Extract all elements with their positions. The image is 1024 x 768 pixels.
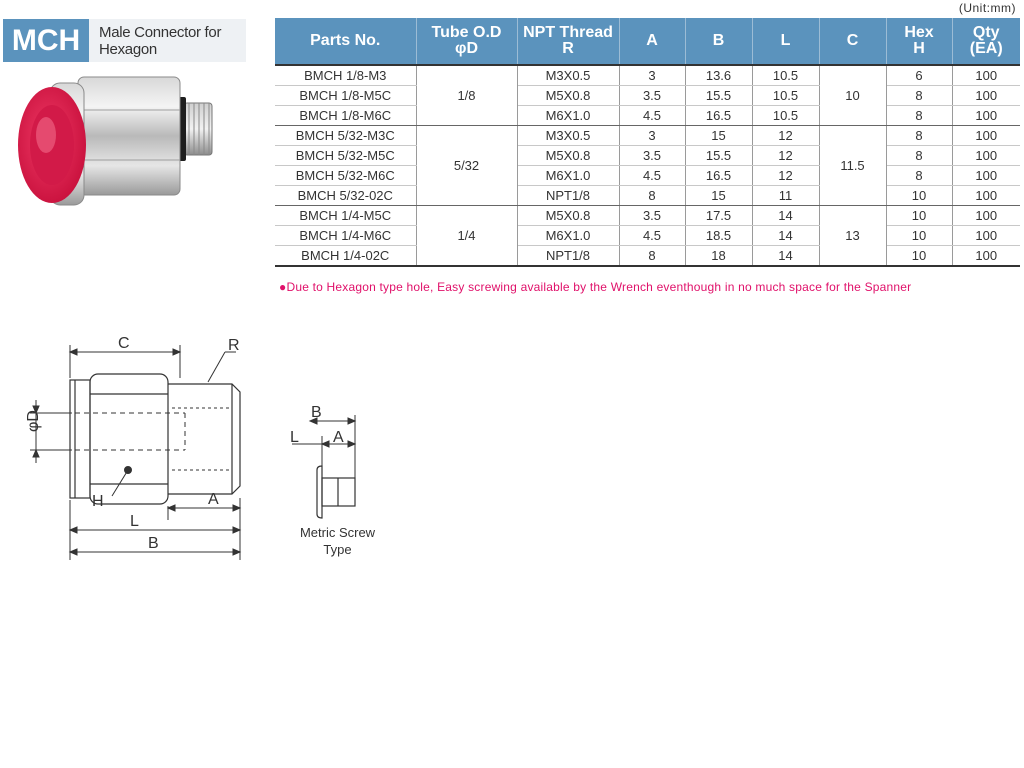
cell-hex: 8	[886, 106, 952, 126]
cell-b: 18	[685, 246, 752, 267]
footnote	[279, 280, 911, 294]
col-c: C	[819, 18, 886, 65]
cell-c: 13	[819, 206, 886, 267]
cell-qty: 100	[952, 86, 1020, 106]
table-row	[275, 206, 1020, 226]
col-a: A	[619, 18, 685, 65]
table-row	[275, 146, 1020, 166]
cell-c: 11.5	[819, 126, 886, 206]
table-row	[275, 106, 1020, 126]
cell-a: 3.5	[619, 146, 685, 166]
cell-part: BMCH 5/32-M3C	[275, 126, 416, 146]
cell-part: BMCH 5/32-M5C	[275, 146, 416, 166]
col-hex: Hex H	[886, 18, 952, 65]
cell-part: BMCH 5/32-02C	[275, 186, 416, 206]
cell-l: 11	[752, 186, 819, 206]
spec-table	[275, 18, 1020, 267]
product-badge	[3, 19, 246, 62]
cell-qty: 100	[952, 226, 1020, 246]
cell-hex: 10	[886, 226, 952, 246]
col-b: B	[685, 18, 752, 65]
cell-part: BMCH 5/32-M6C	[275, 166, 416, 186]
cell-a: 3.5	[619, 206, 685, 226]
cell-a: 3	[619, 65, 685, 86]
product-code: MCH	[3, 19, 89, 62]
cell-qty: 100	[952, 106, 1020, 126]
cell-b: 15.5	[685, 146, 752, 166]
cell-b: 18.5	[685, 226, 752, 246]
table-row	[275, 166, 1020, 186]
product-photo	[8, 65, 244, 225]
cell-a: 3.5	[619, 86, 685, 106]
cell-c: 10	[819, 65, 886, 126]
cell-b: 15.5	[685, 86, 752, 106]
dim-b-label: B	[148, 535, 159, 552]
table-header-row	[275, 18, 1020, 65]
cell-l: 12	[752, 166, 819, 186]
table-row	[275, 246, 1020, 267]
cell-a: 4.5	[619, 166, 685, 186]
col-l: L	[752, 18, 819, 65]
cell-thread: M6X1.0	[517, 106, 619, 126]
col-qty: Qty (EA)	[952, 18, 1020, 65]
dim-r-label: R	[228, 337, 240, 354]
cell-l: 10.5	[752, 106, 819, 126]
cell-l: 10.5	[752, 86, 819, 106]
col-parts-no: Parts No.	[275, 18, 416, 65]
cell-qty: 100	[952, 186, 1020, 206]
cell-a: 4.5	[619, 106, 685, 126]
footnote-text: Due to Hexagon type hole, Easy screwing available by the Wrench eventhough in no much space for the Spanner	[286, 280, 912, 294]
cell-qty: 100	[952, 166, 1020, 186]
cell-thread: M6X1.0	[517, 226, 619, 246]
cell-thread: M5X0.8	[517, 146, 619, 166]
cell-part: BMCH 1/8-M3	[275, 65, 416, 86]
cell-hex: 8	[886, 146, 952, 166]
cell-qty: 100	[952, 206, 1020, 226]
col-npt-thread: NPT Thread R	[517, 18, 619, 65]
cell-hex: 10	[886, 186, 952, 206]
table-row	[275, 226, 1020, 246]
cell-b: 13.6	[685, 65, 752, 86]
unit-label: (Unit:mm)	[958, 1, 1016, 15]
cell-qty: 100	[952, 246, 1020, 267]
cell-l: 14	[752, 206, 819, 226]
cell-qty: 100	[952, 65, 1020, 86]
table-row	[275, 65, 1020, 86]
cell-thread: M3X0.5	[517, 126, 619, 146]
cell-b: 17.5	[685, 206, 752, 226]
table-row	[275, 126, 1020, 146]
cell-b: 15	[685, 126, 752, 146]
table-row	[275, 186, 1020, 206]
cell-a: 4.5	[619, 226, 685, 246]
cell-b: 16.5	[685, 166, 752, 186]
cell-a: 8	[619, 246, 685, 267]
cell-l: 12	[752, 146, 819, 166]
dim-l-label: L	[130, 513, 139, 530]
cell-a: 3	[619, 126, 685, 146]
detail-a-label: A	[333, 429, 344, 446]
cell-tube-od: 5/32	[416, 126, 517, 206]
cell-hex: 8	[886, 126, 952, 146]
cell-part: BMCH 1/8-M5C	[275, 86, 416, 106]
cell-thread: M6X1.0	[517, 166, 619, 186]
cell-hex: 10	[886, 206, 952, 226]
cell-thread: M3X0.5	[517, 65, 619, 86]
cell-thread: M5X0.8	[517, 206, 619, 226]
cell-thread: NPT1/8	[517, 186, 619, 206]
cell-b: 16.5	[685, 106, 752, 126]
cell-part: BMCH 1/8-M6C	[275, 106, 416, 126]
cell-thread: NPT1/8	[517, 246, 619, 267]
dim-c-label: C	[118, 335, 130, 352]
detail-caption: Metric Screw Type	[299, 525, 376, 557]
cell-part: BMCH 1/4-M6C	[275, 226, 416, 246]
cell-l: 14	[752, 226, 819, 246]
cell-l: 10.5	[752, 65, 819, 86]
cell-qty: 100	[952, 146, 1020, 166]
cell-part: BMCH 1/4-02C	[275, 246, 416, 267]
cell-hex: 8	[886, 86, 952, 106]
table-row	[275, 86, 1020, 106]
cell-hex: 6	[886, 65, 952, 86]
cell-hex: 8	[886, 166, 952, 186]
cell-l: 12	[752, 126, 819, 146]
detail-b-label: B	[311, 404, 322, 421]
col-tube-od: Tube O.D φD	[416, 18, 517, 65]
cell-part: BMCH 1/4-M5C	[275, 206, 416, 226]
cell-thread: M5X0.8	[517, 86, 619, 106]
dim-d-label: φD	[25, 410, 42, 432]
cell-hex: 10	[886, 246, 952, 267]
dim-h-label: H	[92, 493, 104, 510]
product-name: Male Connector for Hexagon	[89, 19, 246, 62]
cell-tube-od: 1/8	[416, 65, 517, 126]
bullet-icon: ●	[279, 280, 287, 294]
cell-tube-od: 1/4	[416, 206, 517, 267]
cell-b: 15	[685, 186, 752, 206]
cell-a: 8	[619, 186, 685, 206]
cell-l: 14	[752, 246, 819, 267]
detail-l-label: L	[290, 429, 299, 446]
cell-qty: 100	[952, 126, 1020, 146]
dim-a-label: A	[208, 491, 219, 508]
